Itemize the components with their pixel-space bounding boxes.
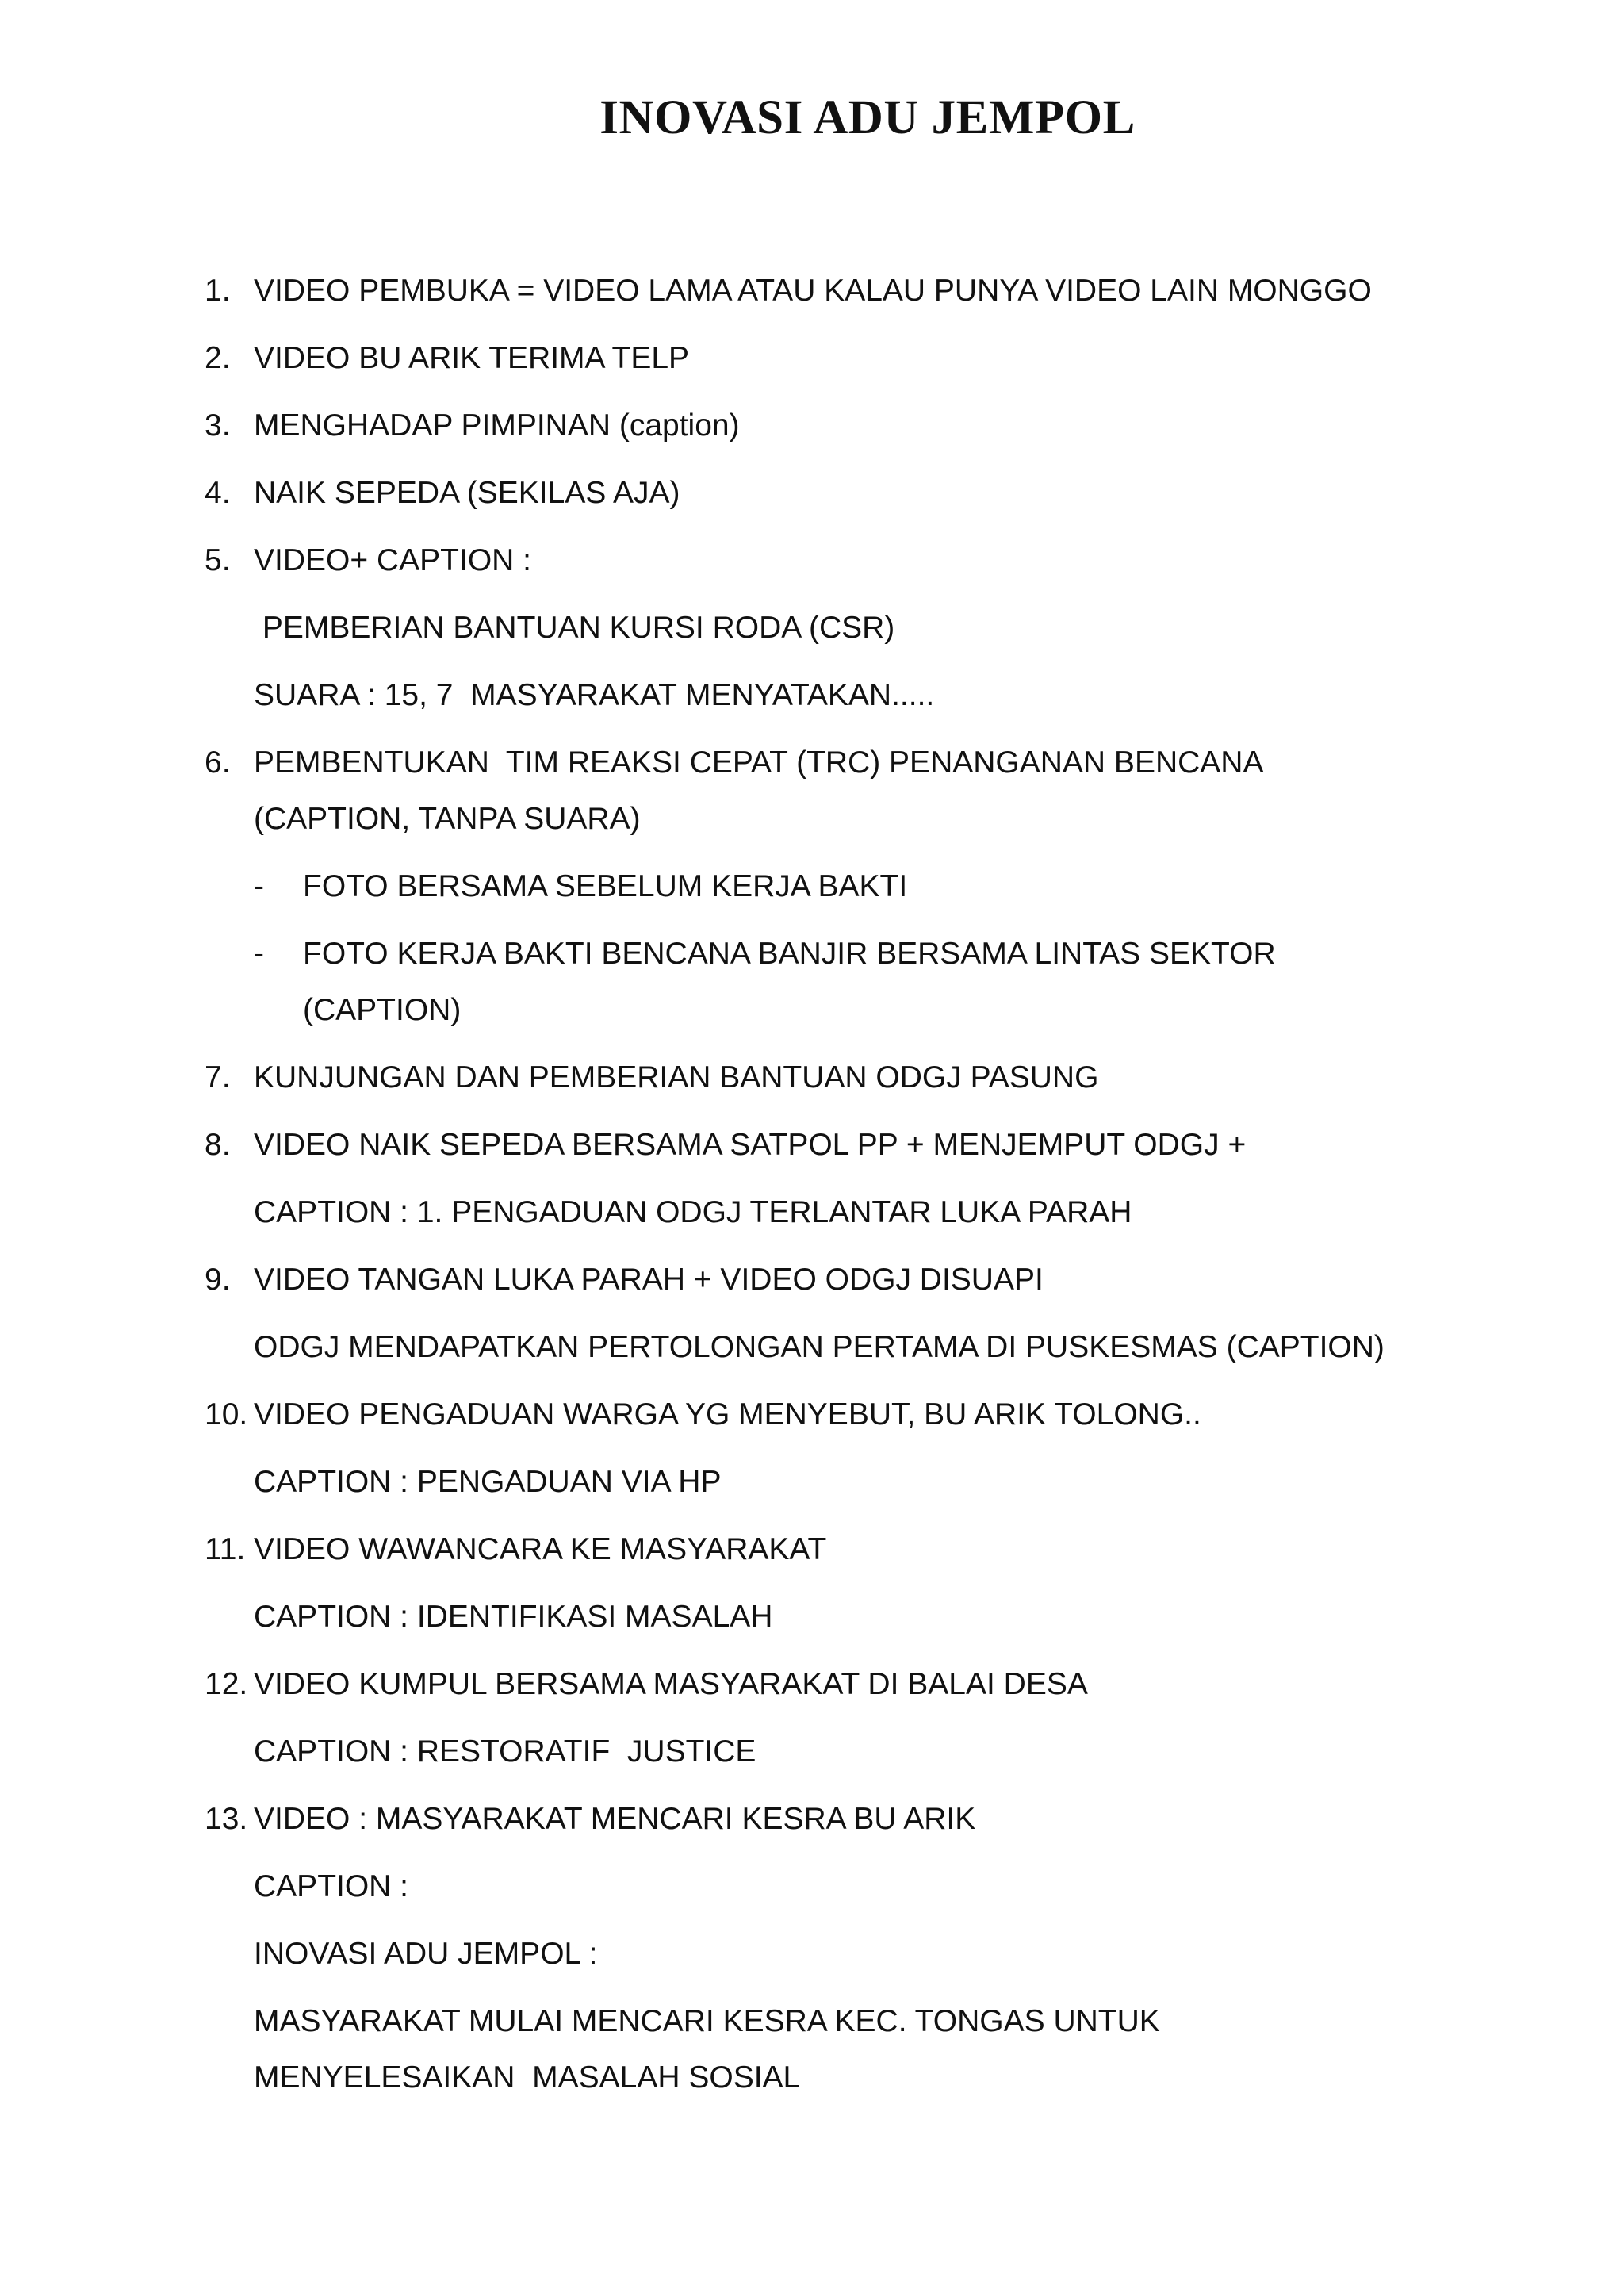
item-text: PEMBERIAN BANTUAN KURSI RODA (CSR) (254, 611, 895, 645)
item-number: 11. (205, 1532, 246, 1566)
item-number: 8. (205, 1128, 231, 1162)
item-number: 6. (205, 746, 231, 780)
item-text: INOVASI ADU JEMPOL : (254, 1937, 598, 1971)
item-text: MENYELESAIKAN MASALAH SOSIAL (254, 2060, 801, 2095)
item-text: PEMBENTUKAN TIM REAKSI CEPAT (TRC) PENANGANAN BENCANA (254, 746, 1264, 780)
item-text: VIDEO PENGADUAN WARGA YG MENYEBUT, BU ARIK TOLONG.. (254, 1397, 1201, 1432)
item-text: SUARA : 15, 7 MASYARAKAT MENYATAKAN..... (254, 678, 935, 712)
item-text: ODGJ MENDAPATKAN PERTOLONGAN PERTAMA DI PUSKESMAS (CAPTION) (254, 1330, 1385, 1364)
item-text: CAPTION : IDENTIFIKASI MASALAH (254, 1600, 773, 1634)
item-number: 5. (205, 543, 231, 577)
item-text: KUNJUNGAN DAN PEMBERIAN BANTUAN ODGJ PASUNG (254, 1060, 1099, 1094)
item-text: CAPTION : 1. PENGADUAN ODGJ TERLANTAR LUKA PARAH (254, 1195, 1132, 1229)
item-text: VIDEO TANGAN LUKA PARAH + VIDEO ODGJ DISUAPI (254, 1263, 1044, 1297)
item-text: VIDEO WAWANCARA KE MASYARAKAT (254, 1532, 827, 1566)
item-number: 9. (205, 1263, 231, 1297)
item-text: VIDEO NAIK SEPEDA BERSAMA SATPOL PP + MENJEMPUT ODGJ + (254, 1128, 1247, 1162)
item-number: 13. (205, 1802, 248, 1836)
item-number: 4. (205, 476, 231, 510)
item-text: CAPTION : RESTORATIF JUSTICE (254, 1734, 756, 1769)
bullet-dash: - (254, 937, 264, 971)
bullet-text: FOTO BERSAMA SEBELUM KERJA BAKTI (303, 869, 908, 903)
item-number: 2. (205, 341, 231, 375)
item-number: 7. (205, 1060, 231, 1094)
item-text: VIDEO KUMPUL BERSAMA MASYARAKAT DI BALAI DESA (254, 1667, 1088, 1701)
item-text: VIDEO BU ARIK TERIMA TELP (254, 341, 690, 375)
item-text: VIDEO PEMBUKA = VIDEO LAMA ATAU KALAU PUNYA VIDEO LAIN MONGGO (254, 274, 1372, 308)
item-text: CAPTION : PENGADUAN VIA HP (254, 1465, 722, 1499)
item-number: 1. (205, 274, 231, 308)
bullet-text: (CAPTION) (303, 993, 462, 1027)
item-text: NAIK SEPEDA (SEKILAS AJA) (254, 476, 680, 510)
item-text: VIDEO+ CAPTION : (254, 543, 531, 577)
item-number: 12. (205, 1667, 248, 1701)
item-text: MASYARAKAT MULAI MENCARI KESRA KEC. TONGAS UNTUK (254, 2004, 1160, 2038)
item-text: MENGHADAP PIMPINAN (caption) (254, 408, 740, 443)
item-text: VIDEO : MASYARAKAT MENCARI KESRA BU ARIK (254, 1802, 976, 1836)
item-text: (CAPTION, TANPA SUARA) (254, 802, 641, 836)
item-number: 3. (205, 408, 231, 443)
bullet-dash: - (254, 869, 264, 903)
document-title: INOVASI ADU JEMPOL (599, 91, 1136, 144)
item-number: 10. (205, 1397, 248, 1432)
item-text: CAPTION : (254, 1869, 409, 1903)
bullet-text: FOTO KERJA BAKTI BENCANA BANJIR BERSAMA LINTAS SEKTOR (303, 937, 1276, 971)
